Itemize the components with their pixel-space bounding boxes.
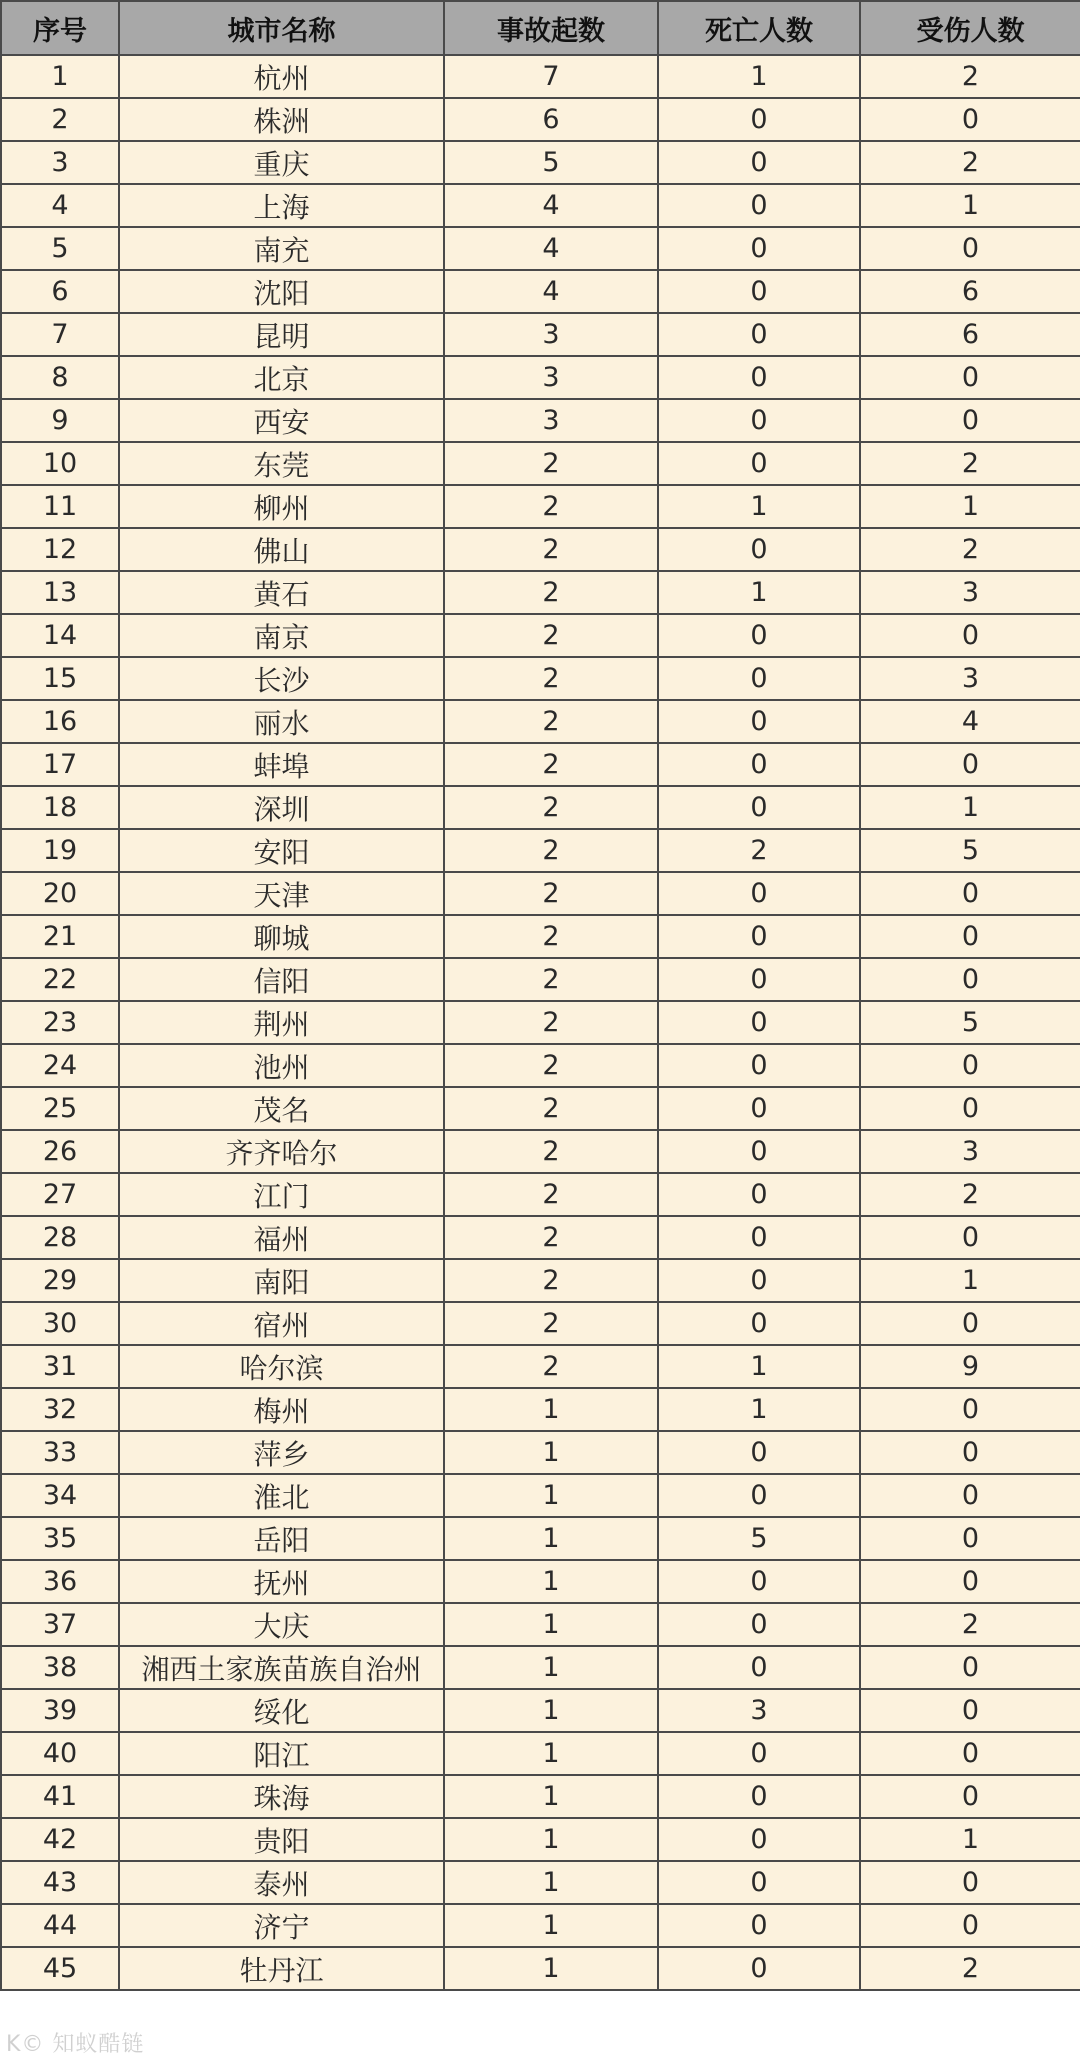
cell-city: 贵阳	[119, 1818, 444, 1861]
table-row	[1, 1259, 1080, 1302]
cell-deaths: 0	[658, 399, 860, 442]
cell-city: 阳江	[119, 1732, 444, 1775]
table-row	[1, 1388, 1080, 1431]
cell-deaths: 0	[658, 786, 860, 829]
cell-accidents: 2	[444, 1259, 658, 1302]
table-row	[1, 442, 1080, 485]
cell-index: 6	[1, 270, 119, 313]
cell-city: 株洲	[119, 98, 444, 141]
cell-accidents: 2	[444, 1001, 658, 1044]
cell-city: 西安	[119, 399, 444, 442]
cell-injuries: 0	[860, 1904, 1080, 1947]
table-row	[1, 528, 1080, 571]
cell-accidents: 2	[444, 1302, 658, 1345]
cell-injuries: 0	[860, 98, 1080, 141]
cell-deaths: 5	[658, 1517, 860, 1560]
cell-injuries: 0	[860, 958, 1080, 1001]
table-row	[1, 98, 1080, 141]
cell-city: 天津	[119, 872, 444, 915]
cell-deaths: 0	[658, 1001, 860, 1044]
table-row	[1, 1904, 1080, 1947]
cell-city: 丽水	[119, 700, 444, 743]
cell-injuries: 0	[860, 915, 1080, 958]
table-row	[1, 872, 1080, 915]
cell-index: 15	[1, 657, 119, 700]
cell-deaths: 0	[658, 1775, 860, 1818]
cell-deaths: 0	[658, 442, 860, 485]
table-row	[1, 1818, 1080, 1861]
cell-deaths: 0	[658, 700, 860, 743]
table-row	[1, 1345, 1080, 1388]
cell-deaths: 0	[658, 141, 860, 184]
cell-index: 33	[1, 1431, 119, 1474]
cell-index: 41	[1, 1775, 119, 1818]
header-accidents: 事故起数	[444, 1, 658, 55]
cell-index: 13	[1, 571, 119, 614]
cell-injuries: 0	[860, 1216, 1080, 1259]
cell-accidents: 1	[444, 1388, 658, 1431]
cell-accidents: 2	[444, 872, 658, 915]
cell-deaths: 0	[658, 184, 860, 227]
cell-city: 绥化	[119, 1689, 444, 1732]
table-row	[1, 657, 1080, 700]
cell-index: 44	[1, 1904, 119, 1947]
cell-accidents: 3	[444, 356, 658, 399]
cell-accidents: 2	[444, 657, 658, 700]
table-row	[1, 829, 1080, 872]
cell-injuries: 1	[860, 184, 1080, 227]
cell-accidents: 2	[444, 915, 658, 958]
cell-index: 30	[1, 1302, 119, 1345]
cell-city: 荆州	[119, 1001, 444, 1044]
cell-deaths: 0	[658, 1130, 860, 1173]
cell-accidents: 2	[444, 1087, 658, 1130]
cell-index: 26	[1, 1130, 119, 1173]
cell-injuries: 2	[860, 528, 1080, 571]
table-body	[1, 55, 1080, 1990]
cell-injuries: 3	[860, 571, 1080, 614]
cell-city: 昆明	[119, 313, 444, 356]
cell-injuries: 0	[860, 1431, 1080, 1474]
cell-deaths: 0	[658, 872, 860, 915]
table-row	[1, 571, 1080, 614]
cell-deaths: 1	[658, 571, 860, 614]
cell-accidents: 1	[444, 1431, 658, 1474]
cell-index: 17	[1, 743, 119, 786]
header-row	[1, 1, 1080, 55]
cell-accidents: 2	[444, 1173, 658, 1216]
header-index: 序号	[1, 1, 119, 55]
cell-accidents: 2	[444, 528, 658, 571]
cell-deaths: 0	[658, 1904, 860, 1947]
cell-deaths: 0	[658, 356, 860, 399]
cell-deaths: 0	[658, 1173, 860, 1216]
cell-injuries: 2	[860, 141, 1080, 184]
cell-city: 佛山	[119, 528, 444, 571]
cell-injuries: 0	[860, 399, 1080, 442]
cell-index: 40	[1, 1732, 119, 1775]
table-row	[1, 1775, 1080, 1818]
table-row	[1, 1947, 1080, 1990]
cell-injuries: 6	[860, 270, 1080, 313]
cell-accidents: 3	[444, 313, 658, 356]
cell-injuries: 0	[860, 1560, 1080, 1603]
table-row	[1, 1560, 1080, 1603]
cell-city: 泰州	[119, 1861, 444, 1904]
table-row	[1, 1646, 1080, 1689]
cell-deaths: 0	[658, 270, 860, 313]
cell-city: 福州	[119, 1216, 444, 1259]
cell-injuries: 2	[860, 1173, 1080, 1216]
cell-index: 1	[1, 55, 119, 98]
table-row	[1, 1087, 1080, 1130]
cell-injuries: 5	[860, 1001, 1080, 1044]
cell-deaths: 2	[658, 829, 860, 872]
cell-deaths: 0	[658, 1861, 860, 1904]
table-row	[1, 1732, 1080, 1775]
cell-accidents: 2	[444, 1044, 658, 1087]
cell-index: 18	[1, 786, 119, 829]
cell-accidents: 2	[444, 829, 658, 872]
cell-injuries: 6	[860, 313, 1080, 356]
cell-index: 32	[1, 1388, 119, 1431]
cell-city: 梅州	[119, 1388, 444, 1431]
table-row	[1, 1431, 1080, 1474]
cell-deaths: 1	[658, 55, 860, 98]
cell-accidents: 7	[444, 55, 658, 98]
table-row	[1, 184, 1080, 227]
cell-city: 济宁	[119, 1904, 444, 1947]
table-row	[1, 915, 1080, 958]
cell-index: 23	[1, 1001, 119, 1044]
cell-injuries: 2	[860, 1603, 1080, 1646]
cell-deaths: 0	[658, 528, 860, 571]
cell-index: 5	[1, 227, 119, 270]
header-city: 城市名称	[119, 1, 444, 55]
cell-injuries: 0	[860, 872, 1080, 915]
cell-city: 珠海	[119, 1775, 444, 1818]
cell-index: 39	[1, 1689, 119, 1732]
cell-index: 36	[1, 1560, 119, 1603]
cell-accidents: 4	[444, 184, 658, 227]
cell-accidents: 1	[444, 1818, 658, 1861]
cell-accidents: 2	[444, 571, 658, 614]
table-row	[1, 227, 1080, 270]
cell-city: 黄石	[119, 571, 444, 614]
cell-index: 28	[1, 1216, 119, 1259]
cell-injuries: 0	[860, 1302, 1080, 1345]
cell-city: 沈阳	[119, 270, 444, 313]
cell-city: 上海	[119, 184, 444, 227]
cell-index: 14	[1, 614, 119, 657]
table-row	[1, 141, 1080, 184]
cell-city: 杭州	[119, 55, 444, 98]
cell-injuries: 0	[860, 1044, 1080, 1087]
cell-index: 20	[1, 872, 119, 915]
cell-injuries: 0	[860, 1861, 1080, 1904]
cell-deaths: 0	[658, 313, 860, 356]
table-row	[1, 1302, 1080, 1345]
cell-accidents: 1	[444, 1474, 658, 1517]
cell-index: 43	[1, 1861, 119, 1904]
cell-index: 21	[1, 915, 119, 958]
cell-injuries: 1	[860, 1259, 1080, 1302]
cell-injuries: 0	[860, 227, 1080, 270]
table-row	[1, 270, 1080, 313]
cell-deaths: 3	[658, 1689, 860, 1732]
table-row	[1, 1001, 1080, 1044]
cell-injuries: 0	[860, 1517, 1080, 1560]
cell-deaths: 0	[658, 227, 860, 270]
cell-accidents: 1	[444, 1775, 658, 1818]
cell-index: 38	[1, 1646, 119, 1689]
cell-accidents: 1	[444, 1517, 658, 1560]
cell-city: 蚌埠	[119, 743, 444, 786]
cell-index: 11	[1, 485, 119, 528]
cell-injuries: 9	[860, 1345, 1080, 1388]
cell-accidents: 2	[444, 485, 658, 528]
cell-city: 牡丹江	[119, 1947, 444, 1990]
cell-accidents: 2	[444, 1216, 658, 1259]
cell-index: 31	[1, 1345, 119, 1388]
cell-deaths: 0	[658, 98, 860, 141]
cell-injuries: 0	[860, 356, 1080, 399]
cell-accidents: 1	[444, 1904, 658, 1947]
cell-deaths: 0	[658, 743, 860, 786]
cell-injuries: 0	[860, 1646, 1080, 1689]
cell-deaths: 0	[658, 1947, 860, 1990]
cell-accidents: 1	[444, 1689, 658, 1732]
cell-city: 南充	[119, 227, 444, 270]
cell-accidents: 2	[444, 1130, 658, 1173]
cell-deaths: 0	[658, 1646, 860, 1689]
cell-city: 深圳	[119, 786, 444, 829]
cell-city: 重庆	[119, 141, 444, 184]
table-row	[1, 786, 1080, 829]
cell-index: 3	[1, 141, 119, 184]
cell-accidents: 1	[444, 1603, 658, 1646]
cell-injuries: 2	[860, 55, 1080, 98]
table-row	[1, 1216, 1080, 1259]
cell-injuries: 0	[860, 614, 1080, 657]
table-row	[1, 1861, 1080, 1904]
cell-accidents: 1	[444, 1861, 658, 1904]
table-row	[1, 1689, 1080, 1732]
cell-index: 22	[1, 958, 119, 1001]
cell-injuries: 0	[860, 1689, 1080, 1732]
cell-injuries: 0	[860, 743, 1080, 786]
cell-index: 10	[1, 442, 119, 485]
cell-deaths: 0	[658, 1302, 860, 1345]
cell-city: 茂名	[119, 1087, 444, 1130]
cell-accidents: 1	[444, 1646, 658, 1689]
table-row	[1, 1130, 1080, 1173]
cell-accidents: 5	[444, 141, 658, 184]
cell-deaths: 1	[658, 1345, 860, 1388]
cell-deaths: 0	[658, 1603, 860, 1646]
cell-index: 35	[1, 1517, 119, 1560]
cell-accidents: 4	[444, 227, 658, 270]
header-injuries: 受伤人数	[860, 1, 1080, 55]
cell-injuries: 0	[860, 1087, 1080, 1130]
cell-index: 42	[1, 1818, 119, 1861]
cell-injuries: 1	[860, 485, 1080, 528]
cell-deaths: 0	[658, 1087, 860, 1130]
cell-index: 12	[1, 528, 119, 571]
table-row	[1, 614, 1080, 657]
cell-city: 聊城	[119, 915, 444, 958]
table-row	[1, 485, 1080, 528]
cell-deaths: 1	[658, 485, 860, 528]
cell-deaths: 0	[658, 1560, 860, 1603]
cell-injuries: 5	[860, 829, 1080, 872]
cell-city: 池州	[119, 1044, 444, 1087]
cell-accidents: 1	[444, 1732, 658, 1775]
cell-city: 南京	[119, 614, 444, 657]
cell-city: 东莞	[119, 442, 444, 485]
cell-deaths: 0	[658, 1044, 860, 1087]
watermark-logo: K© 知蚁酷链	[6, 2032, 145, 2057]
cell-city: 齐齐哈尔	[119, 1130, 444, 1173]
cell-city: 湘西土家族苗族自治州	[119, 1646, 444, 1689]
cell-deaths: 0	[658, 958, 860, 1001]
cell-deaths: 0	[658, 1216, 860, 1259]
cell-accidents: 2	[444, 442, 658, 485]
cell-index: 45	[1, 1947, 119, 1990]
cell-deaths: 0	[658, 1732, 860, 1775]
cell-injuries: 0	[860, 1474, 1080, 1517]
table-row	[1, 399, 1080, 442]
cell-accidents: 2	[444, 786, 658, 829]
cell-city: 长沙	[119, 657, 444, 700]
cell-accidents: 4	[444, 270, 658, 313]
table-row	[1, 55, 1080, 98]
cell-injuries: 3	[860, 657, 1080, 700]
table-row	[1, 1517, 1080, 1560]
table-row	[1, 1173, 1080, 1216]
cell-deaths: 0	[658, 657, 860, 700]
table-row	[1, 1474, 1080, 1517]
cell-accidents: 1	[444, 1560, 658, 1603]
cell-deaths: 0	[658, 1818, 860, 1861]
cell-injuries: 3	[860, 1130, 1080, 1173]
table-header	[1, 1, 1080, 55]
cell-accidents: 2	[444, 700, 658, 743]
cell-city: 宿州	[119, 1302, 444, 1345]
table-row	[1, 1044, 1080, 1087]
cell-accidents: 1	[444, 1947, 658, 1990]
cell-index: 27	[1, 1173, 119, 1216]
cell-index: 8	[1, 356, 119, 399]
cell-deaths: 0	[658, 614, 860, 657]
cell-index: 29	[1, 1259, 119, 1302]
cell-index: 24	[1, 1044, 119, 1087]
cell-injuries: 0	[860, 1775, 1080, 1818]
cell-city: 萍乡	[119, 1431, 444, 1474]
cell-city: 江门	[119, 1173, 444, 1216]
cell-index: 34	[1, 1474, 119, 1517]
cell-city: 哈尔滨	[119, 1345, 444, 1388]
table-row	[1, 958, 1080, 1001]
cell-injuries: 2	[860, 1947, 1080, 1990]
cell-accidents: 3	[444, 399, 658, 442]
cell-city: 南阳	[119, 1259, 444, 1302]
cell-city: 岳阳	[119, 1517, 444, 1560]
cell-index: 19	[1, 829, 119, 872]
cell-accidents: 2	[444, 614, 658, 657]
cell-deaths: 0	[658, 1474, 860, 1517]
cell-deaths: 0	[658, 915, 860, 958]
cell-index: 4	[1, 184, 119, 227]
cell-index: 9	[1, 399, 119, 442]
cell-city: 信阳	[119, 958, 444, 1001]
cell-accidents: 2	[444, 1345, 658, 1388]
table-row	[1, 313, 1080, 356]
cell-city: 大庆	[119, 1603, 444, 1646]
cell-injuries: 4	[860, 700, 1080, 743]
cell-injuries: 1	[860, 1818, 1080, 1861]
cell-index: 2	[1, 98, 119, 141]
cell-accidents: 6	[444, 98, 658, 141]
cell-injuries: 0	[860, 1732, 1080, 1775]
cell-city: 北京	[119, 356, 444, 399]
cell-city: 安阳	[119, 829, 444, 872]
cell-deaths: 0	[658, 1259, 860, 1302]
table-row	[1, 743, 1080, 786]
cell-injuries: 2	[860, 442, 1080, 485]
cell-accidents: 2	[444, 743, 658, 786]
cell-index: 16	[1, 700, 119, 743]
table-row	[1, 356, 1080, 399]
cell-index: 25	[1, 1087, 119, 1130]
table-row	[1, 1603, 1080, 1646]
cell-deaths: 1	[658, 1388, 860, 1431]
cell-index: 37	[1, 1603, 119, 1646]
cell-city: 柳州	[119, 485, 444, 528]
cell-injuries: 0	[860, 1388, 1080, 1431]
header-deaths: 死亡人数	[658, 1, 860, 55]
cell-accidents: 2	[444, 958, 658, 1001]
cell-injuries: 1	[860, 786, 1080, 829]
cell-city: 淮北	[119, 1474, 444, 1517]
cell-city: 抚州	[119, 1560, 444, 1603]
cell-index: 7	[1, 313, 119, 356]
cell-deaths: 0	[658, 1431, 860, 1474]
table-row	[1, 700, 1080, 743]
